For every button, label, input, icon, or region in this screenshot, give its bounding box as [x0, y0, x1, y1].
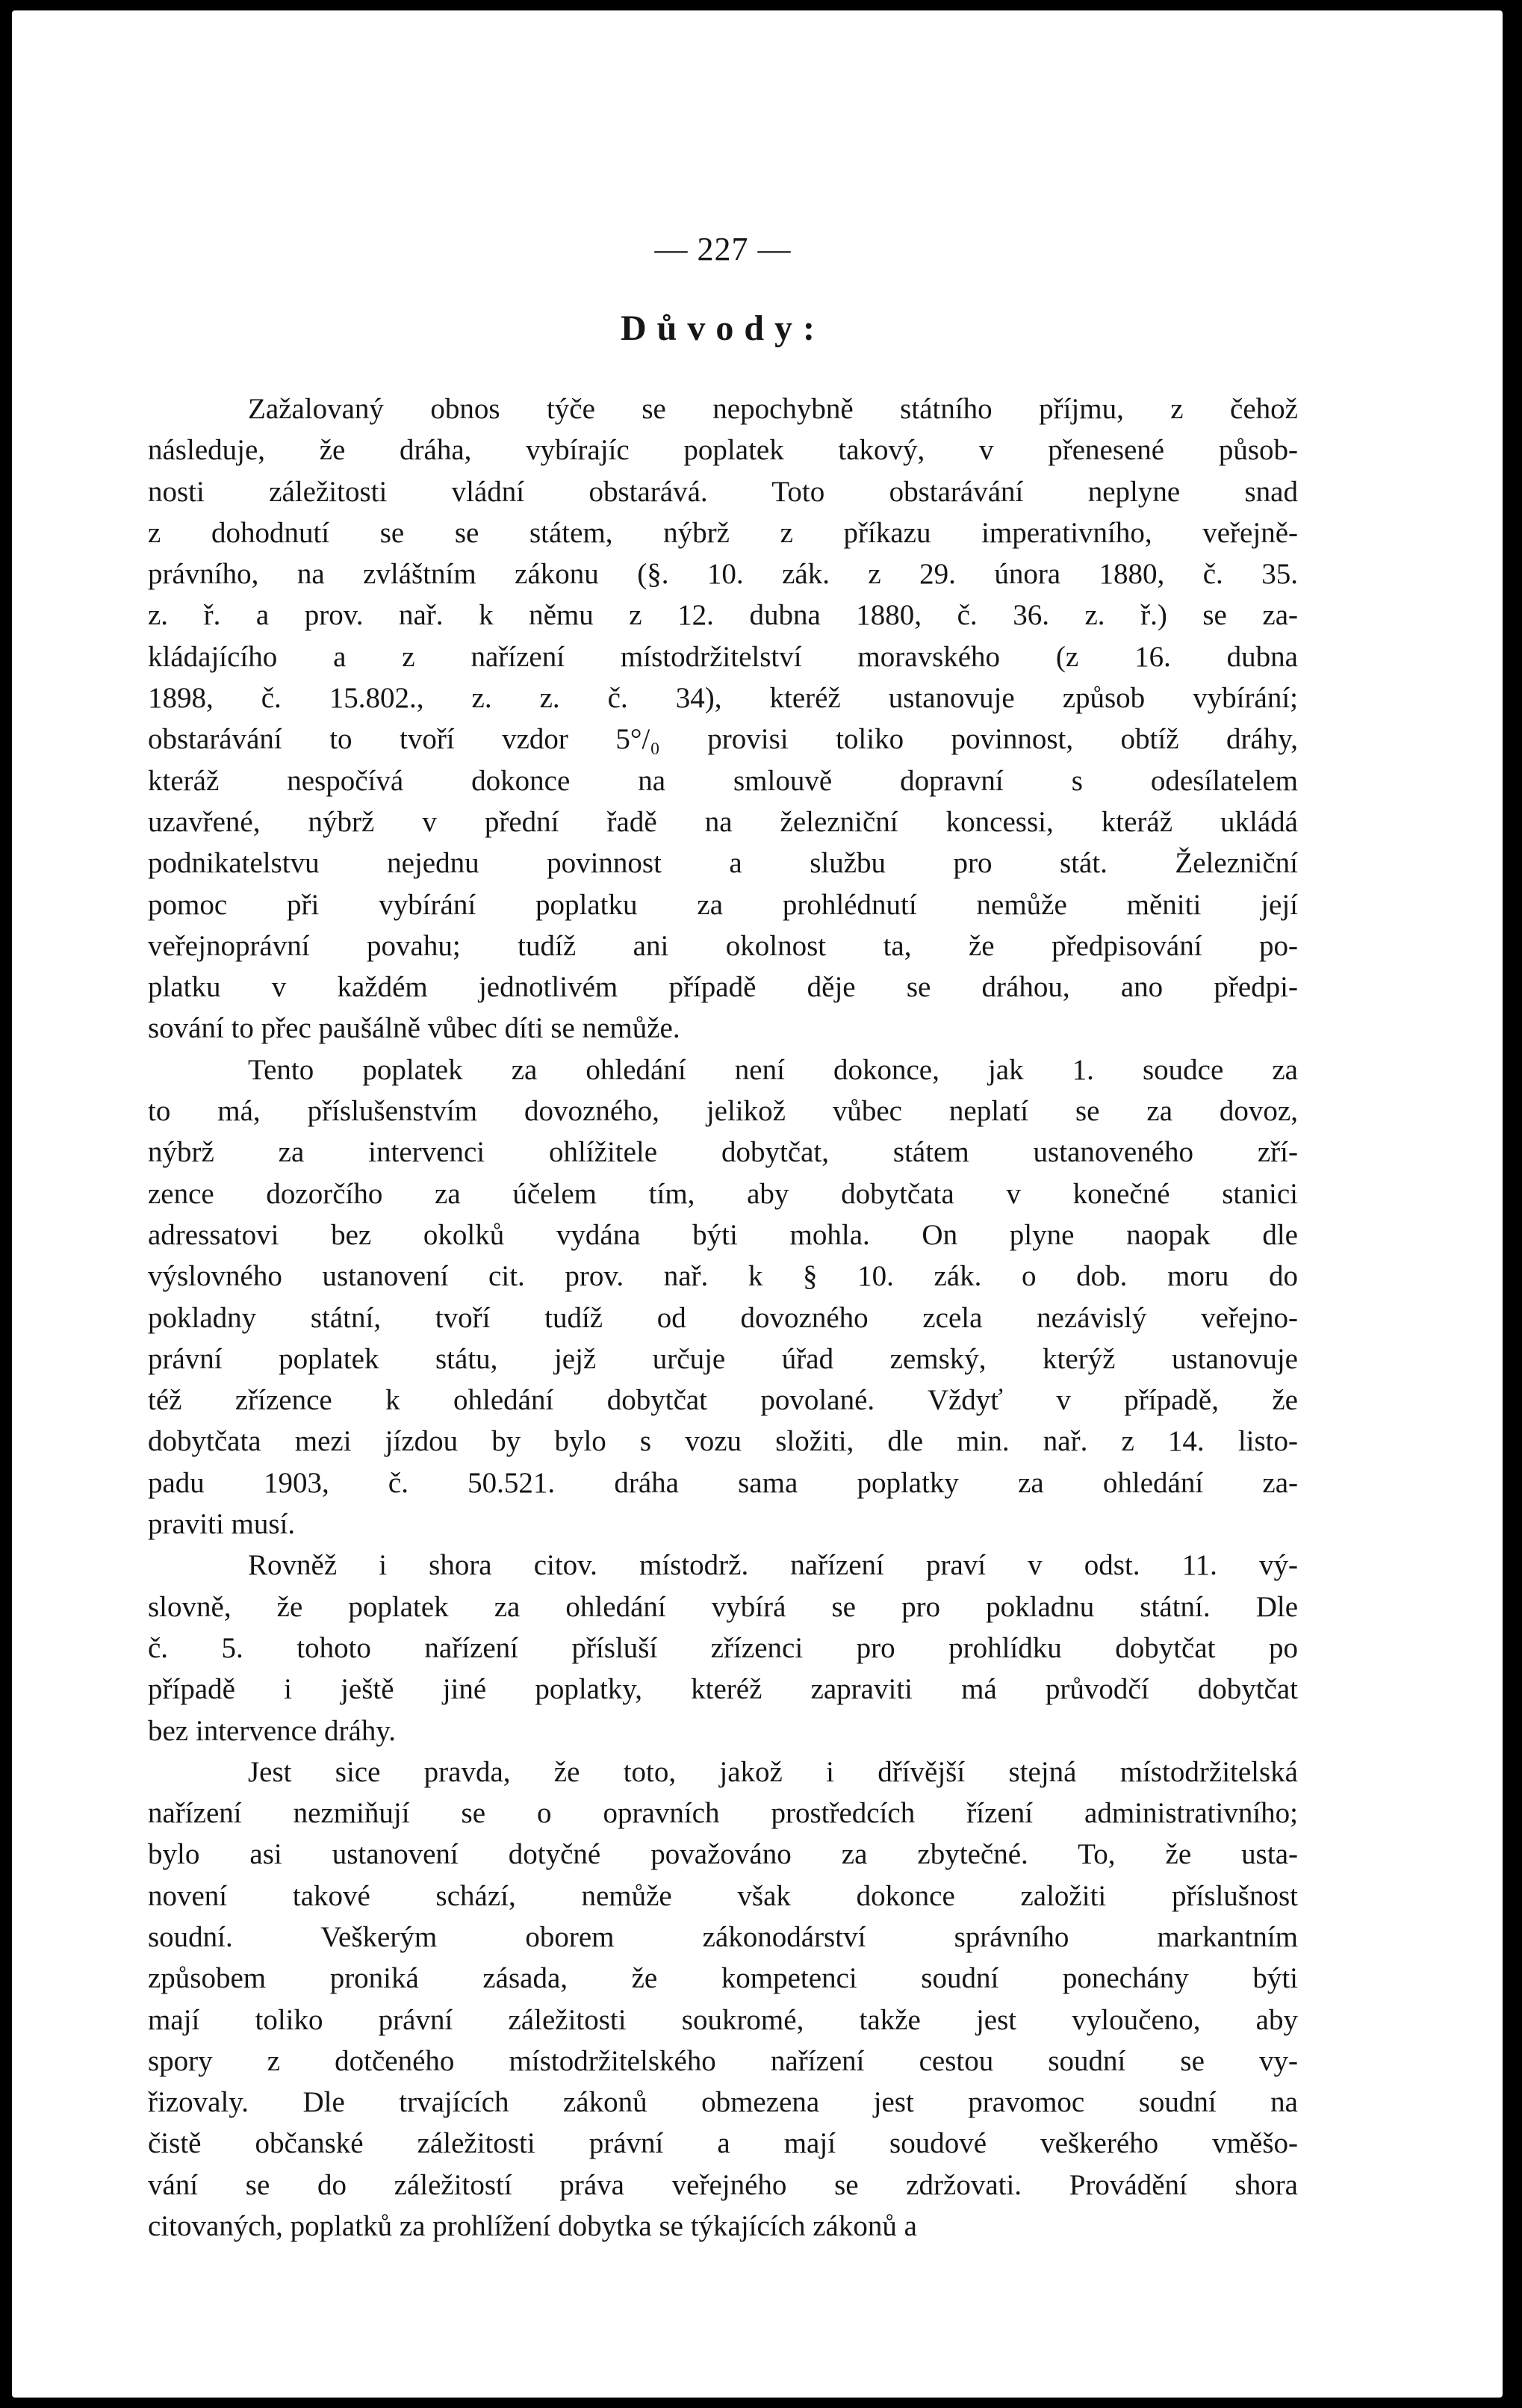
paragraph	[148, 1545, 1298, 1751]
text-line: způsobem proniká zásada, že kompetenci soudní ponechány býti	[148, 1962, 1298, 1995]
text-line: dobytčata mezi jízdou by bylo s vozu složiti, dle min. nař. z 14. listo-	[148, 1425, 1298, 1458]
text-line: spory z dotčeného místodržitelského nařízení cestou soudní se vy-	[148, 2044, 1298, 2077]
text-line: citovaných, poplatků za prohlížení dobytka se týkajících zákonů a	[148, 2210, 917, 2243]
text-line: novení takové schází, nemůže však dokonce založiti příslušnost	[148, 1879, 1298, 1912]
page-content	[148, 227, 1298, 2247]
text-line: nosti záležitosti vládní obstarává. Toto obstarávání neplyne snad	[148, 475, 1298, 508]
text-line: nařízení nezmiňují se o opravních prostředcích řízení administrativního;	[148, 1797, 1298, 1830]
text-line: čistě občanské záležitosti právní a mají soudové veškerého vměšo-	[148, 2127, 1298, 2160]
text-line: Tento poplatek za ohledání není dokonce, jak 1. soudce za	[248, 1053, 1298, 1086]
scanned-page	[12, 10, 1503, 2398]
text-line: bylo asi ustanovení dotyčné považováno za zbytečné. To, že usta-	[148, 1838, 1298, 1871]
text-line: č. 5. tohoto nařízení přísluší zřízenci pro prohlídku dobytčat po	[148, 1631, 1298, 1664]
paragraph	[148, 1049, 1298, 1545]
text-line: následuje, že dráha, vybírajíc poplatek takový, v přenesené působ-	[148, 434, 1298, 467]
text-line: mají toliko právní záležitosti soukromé, takže jest vyloučeno, aby	[148, 2003, 1298, 2036]
page-number: — 227 —	[654, 231, 792, 267]
text-line: praviti musí.	[148, 1508, 296, 1541]
text-line: z. ř. a prov. nař. k němu z 12. dubna 1880, č. 36. z. ř.) se za-	[148, 599, 1298, 632]
text-line: z dohodnutí se se státem, nýbrž z příkazu imperativního, veřejně-	[148, 516, 1298, 549]
text-line: právního, na zvláštním zákonu (§. 10. zák. z 29. února 1880, č. 35.	[148, 558, 1298, 591]
text-line: soudní. Veškerým oborem zákonodárství správního markantním	[148, 1920, 1298, 1953]
text-line: právní poplatek státu, jejž určuje úřad zemský, kterýž ustanovuje	[148, 1342, 1298, 1375]
text-line: slovně, že poplatek za ohledání vybírá se pro pokladnu státní. Dle	[148, 1590, 1298, 1623]
text-line: zence dozorčího za účelem tím, aby dobytčata v konečné stanici	[148, 1177, 1298, 1210]
paragraph	[148, 388, 1298, 1049]
text-line: Zažalovaný obnos týče se nepochybně státního příjmu, z čehož	[248, 393, 1298, 425]
text-line: bez intervence dráhy.	[148, 1714, 397, 1747]
text-line: výslovného ustanovení cit. prov. nař. k § 10. zák. o dob. moru do	[148, 1260, 1298, 1293]
text-line: kteráž nespočívá dokonce na smlouvě dopravní s odesílatelem	[148, 764, 1298, 797]
text-line: uzavřené, nýbrž v přední řadě na železniční koncessi, kteráž ukládá	[148, 805, 1298, 838]
text-line: Rovněž i shora citov. místodrž. nařízení praví v odst. 11. vý-	[248, 1549, 1298, 1582]
text-line: platku v každém jednotlivém případě děje se dráhou, ano předpi-	[148, 971, 1298, 1004]
paragraph	[148, 1751, 1298, 2247]
text-line: kládajícího a z nařízení místodržitelství moravského (z 16. dubna	[148, 640, 1298, 673]
text-line: 1898, č. 15.802., z. z. č. 34), kteréž ustanovuje způsob vybírání;	[148, 682, 1298, 715]
text-line: obstarávání to tvoří vzdor 5°/₀ provisi toliko povinnost, obtíž dráhy,	[148, 723, 1298, 756]
text-line: též zřízence k ohledání dobytčat povolané. Vždyť v případě, že	[148, 1384, 1298, 1417]
text-line: případě i ještě jiné poplatky, kteréž zapraviti má průvodčí dobytčat	[148, 1673, 1298, 1706]
text-line: nýbrž za intervenci ohlížitele dobytčat, státem ustanoveného zří-	[148, 1136, 1298, 1169]
text-line: veřejnoprávní povahu; tudíž ani okolnost ta, že předpisování po-	[148, 929, 1298, 962]
text-line: řizovaly. Dle trvajících zákonů obmezena jest pravomoc soudní na	[148, 2086, 1298, 2119]
section-heading: Důvody:	[620, 308, 826, 348]
text-line: padu 1903, č. 50.521. dráha sama poplatky za ohledání za-	[148, 1466, 1298, 1499]
text-line: pokladny státní, tvoří tudíž od dovozného zcela nezávislý veřejno-	[148, 1301, 1298, 1334]
text-line: vání se do záležitostí práva veřejného se zdržovati. Provádění shora	[148, 2168, 1298, 2201]
text-line: podnikatelstvu nejednu povinnost a službu pro stát. Železniční	[148, 847, 1298, 880]
text-line: adressatovi bez okolků vydána býti mohla. On plyne naopak dle	[148, 1218, 1298, 1251]
text-line: to má, příslušenstvím dovozného, jelikož vůbec neplatí se za dovoz,	[148, 1095, 1298, 1128]
text-line: sování to přec paušálně vůbec díti se nemůže.	[148, 1012, 680, 1045]
text-line: Jest sice pravda, že toto, jakož i dřívější stejná místodržitelská	[248, 1755, 1298, 1788]
text-line: pomoc při vybírání poplatku za prohlédnutí nemůže měniti její	[148, 888, 1298, 921]
